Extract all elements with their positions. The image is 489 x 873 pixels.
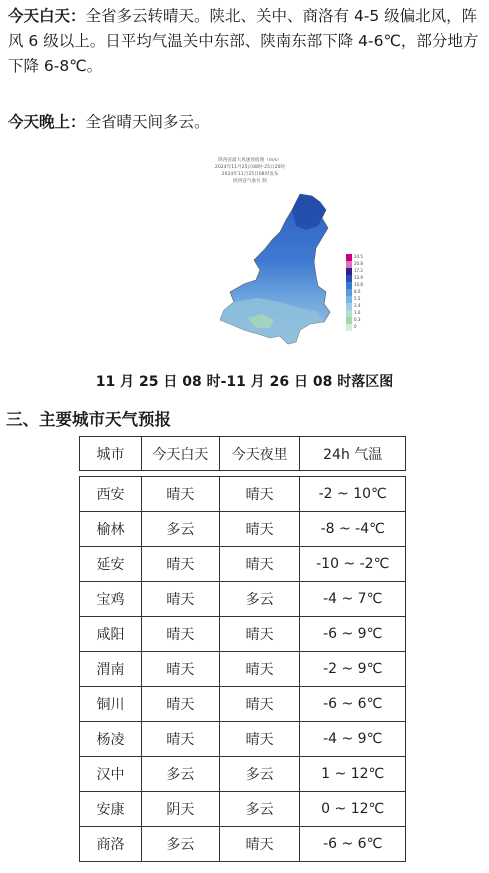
map-title-line-2: 2024年11月25日08时-25日20时 xyxy=(214,165,286,170)
temperature-range: -8 ~ -4℃ xyxy=(300,512,406,547)
legend-value: 10.8 xyxy=(354,282,363,287)
legend-value: 5.5 xyxy=(354,296,361,301)
table-row xyxy=(80,757,406,792)
daytime-text: 全省多云转晴天。陕北、关中、商洛有 4-5 级偏北风，阵风 6 级以上。日平均气温关中东部、陕南东部下降 4-6℃，部分地方下降 6-8℃。 xyxy=(8,7,479,75)
legend-value: 13.9 xyxy=(354,275,363,280)
daytime-weather: 多云 xyxy=(142,827,220,862)
header-night: 今天夜里 xyxy=(219,437,300,471)
legend-swatch xyxy=(346,310,352,317)
daytime-weather: 多云 xyxy=(142,757,220,792)
night-weather: 晴天 xyxy=(219,477,300,512)
temperature-range: -4 ~ 7℃ xyxy=(300,582,406,617)
city-name: 渭南 xyxy=(80,652,142,687)
night-weather: 多云 xyxy=(219,582,300,617)
daytime-weather: 晴天 xyxy=(142,687,220,722)
temperature-range: -6 ~ 6℃ xyxy=(300,827,406,862)
wind-map-svg xyxy=(200,152,370,357)
table-row xyxy=(80,722,406,757)
daytime-weather: 晴天 xyxy=(142,547,220,582)
table-row xyxy=(80,792,406,827)
header-city: 城市 xyxy=(80,437,142,471)
night-weather: 多云 xyxy=(219,757,300,792)
table-row xyxy=(80,687,406,722)
temperature-range: -6 ~ 6℃ xyxy=(300,687,406,722)
night-weather: 晴天 xyxy=(219,512,300,547)
city-name: 西安 xyxy=(80,477,142,512)
table-row xyxy=(80,547,406,582)
daytime-label: 今天白天： xyxy=(8,7,86,25)
legend-swatch xyxy=(346,303,352,310)
wind-speed-map xyxy=(200,152,370,357)
night-weather: 晴天 xyxy=(219,547,300,582)
daytime-weather: 晴天 xyxy=(142,617,220,652)
daytime-weather: 多云 xyxy=(142,512,220,547)
night-label: 今天晚上： xyxy=(8,113,86,131)
header-temperature: 24h 气温 xyxy=(300,437,406,471)
legend-value: 20.8 xyxy=(354,261,363,266)
night-weather: 晴天 xyxy=(219,687,300,722)
legend-swatch xyxy=(346,275,352,282)
table-row xyxy=(80,652,406,687)
city-name: 宝鸡 xyxy=(80,582,142,617)
temperature-range: -2 ~ 10℃ xyxy=(300,477,406,512)
daytime-weather: 晴天 xyxy=(142,652,220,687)
daytime-forecast-paragraph xyxy=(8,4,482,79)
night-weather: 晴天 xyxy=(219,617,300,652)
legend-value: 0 xyxy=(354,324,357,329)
section-title: 三、主要城市天气预报 xyxy=(6,410,171,429)
map-caption: 11 月 25 日 08 时-11 月 26 日 08 时落区图 xyxy=(95,374,394,390)
city-name: 汉中 xyxy=(80,757,142,792)
daytime-weather: 阴天 xyxy=(142,792,220,827)
legend-value: 17.2 xyxy=(354,268,363,273)
night-weather: 晴天 xyxy=(219,827,300,862)
temperature-range: -10 ~ -2℃ xyxy=(300,547,406,582)
legend-value: 8.0 xyxy=(354,289,361,294)
daytime-weather: 晴天 xyxy=(142,477,220,512)
legend-value: 0.3 xyxy=(354,317,361,322)
city-name: 咸阳 xyxy=(80,617,142,652)
table-row xyxy=(80,582,406,617)
temperature-range: -6 ~ 9℃ xyxy=(300,617,406,652)
legend-swatch xyxy=(346,317,352,324)
map-title-line-3: 2024年11月25日08时发布 xyxy=(221,172,279,177)
wind-legend xyxy=(346,254,363,331)
city-name: 铜川 xyxy=(80,687,142,722)
table-row xyxy=(80,617,406,652)
night-forecast-paragraph xyxy=(8,110,482,135)
table-row xyxy=(80,512,406,547)
legend-swatch xyxy=(346,268,352,275)
city-name: 延安 xyxy=(80,547,142,582)
city-name: 杨凌 xyxy=(80,722,142,757)
header-daytime: 今天白天 xyxy=(142,437,220,471)
map-title-line-1: 陕西省最大风速预报图（m/s） xyxy=(218,158,282,163)
table-row xyxy=(80,477,406,512)
legend-swatch xyxy=(346,282,352,289)
city-name: 商洛 xyxy=(80,827,142,862)
legend-swatch xyxy=(346,254,352,261)
map-title-line-4: 陕西省气象台 制 xyxy=(233,179,267,184)
legend-value: 1.6 xyxy=(354,310,361,315)
daytime-weather: 晴天 xyxy=(142,582,220,617)
legend-value: 24.5 xyxy=(354,254,363,259)
table-row xyxy=(80,827,406,862)
night-weather: 晴天 xyxy=(219,722,300,757)
temperature-range: -2 ~ 9℃ xyxy=(300,652,406,687)
city-name: 榆林 xyxy=(80,512,142,547)
temperature-range: -4 ~ 9℃ xyxy=(300,722,406,757)
city-forecast-table xyxy=(79,436,406,862)
night-text: 全省晴天间多云。 xyxy=(85,113,210,131)
night-weather: 晴天 xyxy=(219,652,300,687)
legend-swatch xyxy=(346,261,352,268)
city-name: 安康 xyxy=(80,792,142,827)
night-weather: 多云 xyxy=(219,792,300,827)
legend-swatch xyxy=(346,289,352,296)
daytime-weather: 晴天 xyxy=(142,722,220,757)
legend-value: 3.4 xyxy=(354,303,361,308)
legend-swatch xyxy=(346,324,352,331)
temperature-range: 1 ~ 12℃ xyxy=(300,757,406,792)
table-header-row xyxy=(80,437,406,471)
legend-swatch xyxy=(346,296,352,303)
temperature-range: 0 ~ 12℃ xyxy=(300,792,406,827)
